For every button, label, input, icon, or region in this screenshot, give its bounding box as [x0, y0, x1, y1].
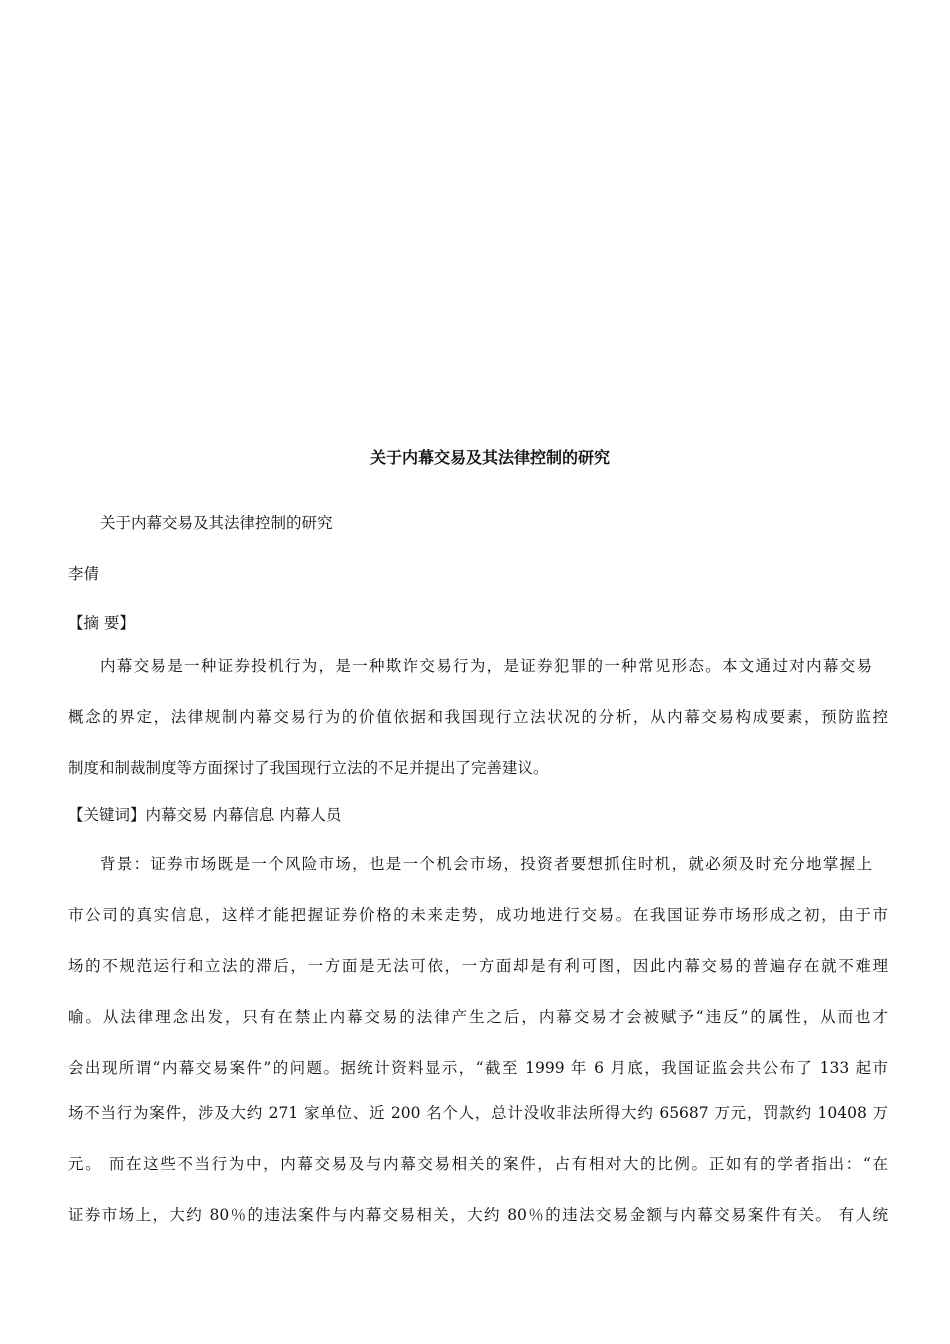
abstract-line: 内幕交易是一种证券投机行为，是一种欺诈交易行为，是证券犯罪的一种常见形态。本文通过对内幕交易 — [100, 657, 872, 675]
paragraph-line: 元。 而在这些不当行为中，内幕交易及与内幕交易相关的案件，占有相对大的比例。正如有的学者指出：“在 — [68, 1155, 888, 1173]
document-title: 关于内幕交易及其法律控制的研究 — [369, 448, 610, 467]
paragraph-line: 证券市场上，大约 80％的违法案件与内幕交易相关，大约 80％的违法交易金额与内幕交易案件有关。 有人统 — [68, 1206, 888, 1224]
abstract-heading: 【摘 要】 — [68, 614, 135, 632]
keywords-line: 【关键词】内幕交易 内幕信息 内幕人员 — [68, 806, 342, 824]
abstract-line: 制度和制裁制度等方面探讨了我国现行立法的不足并提出了完善建议。 — [68, 759, 549, 777]
paragraph-line: 喻。从法律理念出发，只有在禁止内幕交易的法律产生之后，内幕交易才会被赋予“违反”的属性，从而也才 — [68, 1008, 888, 1026]
abstract-line: 概念的界定，法律规制内幕交易行为的价值依据和我国现行立法状况的分析，从内幕交易构成要素，预防监控 — [68, 708, 888, 726]
paragraph-line: 会出现所谓“内幕交易案件”的问题。据统计资料显示，“截至 1999 年 6 月底，我国证监会共公布了 133 起市 — [68, 1059, 888, 1077]
document-subtitle: 关于内幕交易及其法律控制的研究 — [100, 514, 333, 532]
paragraph-line: 市公司的真实信息，这样才能把握证券价格的未来走势，成功地进行交易。在我国证券市场形成之初，由于市 — [68, 906, 888, 924]
author-name: 李倩 — [68, 565, 100, 583]
paragraph-line: 背景：证券市场既是一个风险市场，也是一个机会市场，投资者要想抓住时机，就必须及时充分地掌握上 — [100, 855, 872, 873]
paragraph-line: 场不当行为案件，涉及大约 271 家单位、近 200 名个人，总计没收非法所得大约 65687 万元，罚款约 10408 万 — [68, 1104, 888, 1122]
paragraph-line: 场的不规范运行和立法的滞后，一方面是无法可依，一方面却是有利可图，因此内幕交易的普遍存在就不难理 — [68, 957, 888, 975]
